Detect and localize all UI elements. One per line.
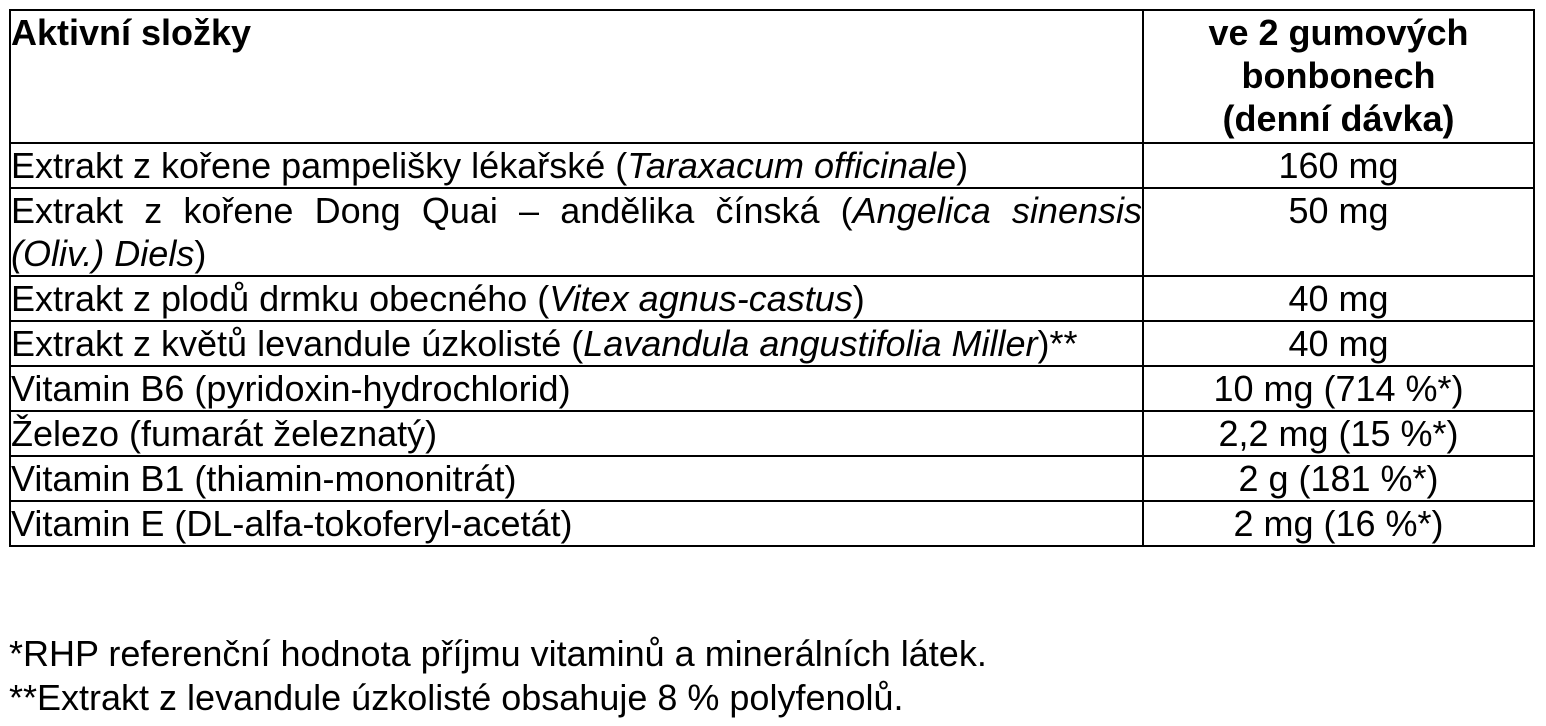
- table-row: [10, 366, 1534, 411]
- ingredient-amount: 2,2 mg (15 %*): [1143, 411, 1534, 456]
- table-row: [10, 143, 1534, 188]
- ingredient-name: Železo (fumarát železnatý): [10, 411, 1143, 456]
- table-row: [10, 501, 1534, 546]
- ingredient-name: Vitamin B6 (pyridoxin-hydrochlorid): [10, 366, 1143, 411]
- table-row: [10, 456, 1534, 501]
- header-daily-dose: ve 2 gumových bonbonech (denní dávka): [1143, 10, 1534, 143]
- ingredient-amount: 2 g (181 %*): [1143, 456, 1534, 501]
- table-header-row: [10, 10, 1534, 143]
- ingredient-name: Extrakt z květů levandule úzkolisté (Lavandula angustifolia Miller)**: [10, 321, 1143, 366]
- ingredient-name: Vitamin E (DL-alfa-tokoferyl-acetát): [10, 501, 1143, 546]
- table-row: [10, 321, 1534, 366]
- ingredient-name: Vitamin B1 (thiamin-mononitrát): [10, 456, 1143, 501]
- ingredient-name: Extrakt z kořene pampelišky lékařské (Taraxacum officinale): [10, 143, 1143, 188]
- table-row: [10, 276, 1534, 321]
- ingredient-name: Extrakt z plodů drmku obecného (Vitex agnus-castus): [10, 276, 1143, 321]
- ingredient-amount: 10 mg (714 %*): [1143, 366, 1534, 411]
- footnote-lavender: **Extrakt z levandule úzkolisté obsahuje 8 % polyfenolů.: [9, 677, 904, 718]
- footnotes: [9, 632, 987, 720]
- ingredients-table: [9, 9, 1535, 547]
- ingredient-amount: 50 mg: [1143, 188, 1534, 276]
- ingredient-amount: 2 mg (16 %*): [1143, 501, 1534, 546]
- header-active-ingredients: Aktivní složky: [10, 10, 1143, 143]
- ingredient-amount: 160 mg: [1143, 143, 1534, 188]
- ingredient-amount: 40 mg: [1143, 276, 1534, 321]
- ingredient-name: Extrakt z kořene Dong Quai – andělika čínská (Angelica sinensis (Oliv.) Diels): [11, 190, 1142, 274]
- table-row: [10, 411, 1534, 456]
- table-row: [10, 188, 1534, 276]
- footnote-rhp: *RHP referenční hodnota příjmu vitaminů a minerálních látek.: [9, 633, 987, 674]
- ingredient-amount: 40 mg: [1143, 321, 1534, 366]
